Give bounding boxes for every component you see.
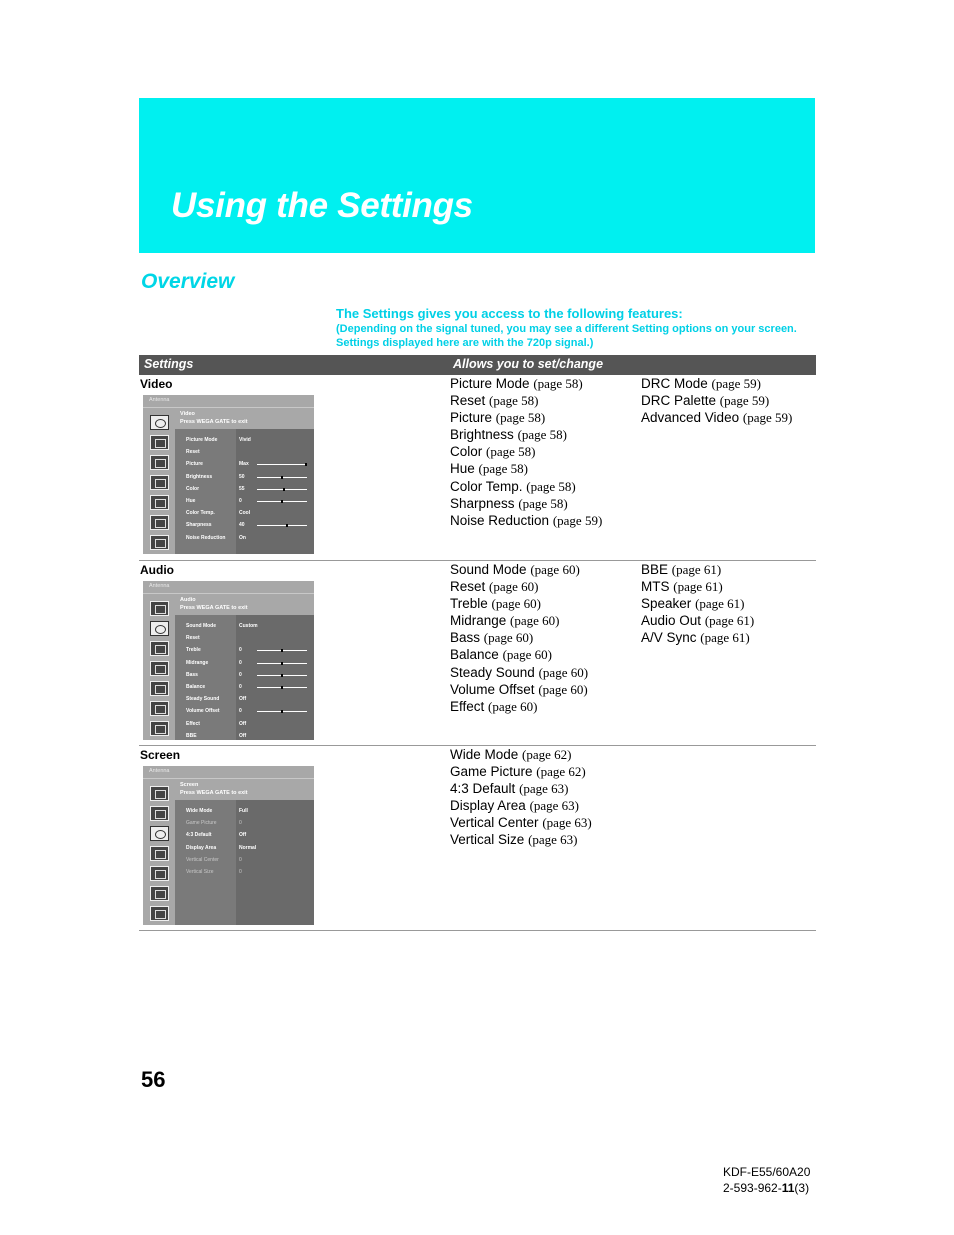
row-label: Video	[140, 377, 173, 391]
feature-name: Treble	[450, 596, 488, 612]
page-reference: (page 61)	[673, 579, 723, 595]
level-bar	[257, 711, 307, 712]
picture-icon	[150, 601, 169, 616]
menu-value: 0	[239, 498, 242, 504]
feature-name: Audio Out	[641, 613, 702, 629]
page-reference: (page 58)	[486, 444, 536, 460]
page-reference: (page 63)	[529, 798, 580, 814]
page-reference: (page 61)	[695, 596, 745, 612]
page-reference: (page 58)	[533, 376, 583, 391]
menu-value: Full	[239, 808, 248, 814]
page-reference: (page 61)	[704, 613, 755, 629]
feature-name: Bass	[450, 630, 481, 646]
menu-item: Midrange	[186, 659, 209, 666]
level-bar	[257, 675, 307, 676]
section-title: Overview	[141, 270, 235, 293]
feature-item	[450, 460, 602, 477]
parental-lock-icon	[150, 495, 169, 510]
page-reference: (page 60)	[483, 630, 534, 646]
row-divider	[139, 930, 816, 931]
antenna-label: Antenna	[149, 583, 170, 589]
channel-icon	[150, 661, 169, 676]
menu-value: 55	[239, 485, 245, 492]
feature-name: Effect	[450, 698, 485, 714]
menu-value: 0	[239, 659, 242, 666]
settings-column-header: Settings	[144, 357, 194, 371]
menu-value: Off	[239, 832, 247, 839]
menu-value: 0	[239, 671, 242, 678]
setup-icon	[150, 515, 169, 530]
antenna-label: Antenna	[149, 397, 170, 403]
feature-item	[641, 578, 754, 595]
page-title: Using the Settings	[171, 186, 473, 225]
menu-item: Steady Sound	[186, 696, 220, 703]
menu-icon-bar	[146, 595, 173, 740]
picture-icon	[150, 415, 169, 430]
feature-list-left	[450, 375, 602, 529]
audio-icon	[150, 435, 169, 450]
feature-name: A/V Sync	[641, 630, 697, 646]
page-reference: (page 58)	[489, 393, 539, 409]
divider	[143, 407, 314, 408]
menu-title	[180, 781, 248, 797]
page-reference: (page 60)	[538, 681, 588, 697]
screen-icon	[150, 641, 169, 656]
menu-value: Cool	[239, 510, 251, 517]
level-bar	[257, 501, 307, 502]
parental-lock-icon	[150, 681, 169, 696]
feature-item	[450, 831, 592, 848]
feature-item	[450, 478, 602, 495]
feature-name: Reset	[450, 579, 486, 595]
menu-name: Video	[180, 411, 195, 417]
feature-item	[641, 392, 792, 409]
feature-name: Steady Sound	[450, 664, 535, 680]
feature-name: Balance	[450, 647, 499, 663]
page-reference: (page 58)	[518, 495, 568, 511]
feature-name: Sound Mode	[450, 562, 527, 577]
channel-icon	[150, 475, 169, 490]
menu-value: Max	[239, 461, 249, 468]
level-bar	[257, 489, 307, 490]
feature-name: Midrange	[450, 613, 507, 629]
level-marker	[283, 488, 285, 491]
menu-item: Sharpness	[186, 522, 212, 529]
menu-value: 0	[239, 708, 242, 715]
feature-item	[450, 426, 602, 443]
menu-exit-hint: Press WEGA GATE to exit	[180, 419, 248, 425]
level-marker	[305, 463, 307, 466]
page-reference: (page 60)	[530, 562, 580, 577]
menu-item: Picture Mode	[186, 437, 218, 443]
value-column	[236, 800, 314, 925]
picture-icon	[150, 786, 169, 801]
menu-item: Hue	[186, 498, 196, 504]
feature-item	[450, 780, 592, 797]
menu-item: Picture	[186, 461, 203, 468]
feature-name: Game Picture	[450, 764, 533, 780]
page-reference: (page 63)	[519, 781, 569, 797]
screen-icon	[150, 826, 169, 841]
menu-value: 0	[239, 820, 242, 827]
feature-item	[641, 375, 792, 392]
page-reference: (page 63)	[528, 832, 578, 848]
menu-value: Off	[239, 720, 247, 727]
menu-value: 0	[239, 647, 242, 654]
feature-item	[450, 814, 592, 831]
page-reference: (page 61)	[671, 562, 722, 577]
feature-name: BBE	[641, 562, 669, 577]
feature-list-right	[641, 375, 792, 426]
menu-item: Bass	[186, 671, 198, 678]
menu-item: Brightness	[186, 473, 213, 480]
doc-icon	[150, 721, 169, 736]
feature-item	[450, 763, 592, 780]
page-reference: (page 58)	[517, 427, 568, 443]
menu-value: Off	[239, 696, 247, 703]
page-reference: (page 60)	[510, 613, 560, 629]
divider	[143, 778, 314, 779]
menu-item: 4:3 Default	[186, 832, 212, 839]
level-marker	[286, 524, 288, 527]
intro-note: (Depending on the signal tuned, you may see a different Setting options on your screen. Settings displayed here are with the 720p signal.)	[336, 323, 797, 349]
page-reference: (page 61)	[700, 630, 750, 646]
menu-title	[180, 410, 248, 426]
page-reference: (page 58)	[478, 461, 528, 477]
menu-item: Reset	[186, 449, 200, 456]
feature-name: Volume Offset	[450, 681, 535, 697]
setup-icon	[150, 886, 169, 901]
part-code: 2-593-962-11(3)	[723, 1181, 810, 1195]
channel-icon	[150, 846, 169, 861]
menu-screenshot	[143, 766, 314, 925]
feature-item	[450, 578, 588, 595]
page-reference: (page 60)	[489, 579, 539, 595]
feature-name: Picture	[450, 410, 493, 426]
page-reference: (page 58)	[495, 410, 546, 426]
menu-value: Vivid	[239, 437, 251, 443]
menu-item: Treble	[186, 647, 201, 654]
feature-name: Wide Mode	[450, 747, 519, 762]
title-banner	[139, 98, 815, 253]
feature-name: Reset	[450, 393, 486, 409]
feature-item	[450, 746, 592, 763]
feature-item	[641, 595, 754, 612]
row-label: Audio	[140, 563, 174, 577]
menu-item: Wide Mode	[186, 808, 213, 814]
page-number: 56	[141, 1067, 166, 1092]
feature-name: Hue	[450, 461, 475, 477]
level-marker	[281, 649, 283, 652]
level-bar	[257, 525, 307, 526]
feature-item	[641, 612, 754, 629]
menu-item: Display Area	[186, 844, 217, 851]
allows-column-header: Allows you to set/change	[453, 357, 604, 371]
menu-icon-bar	[146, 780, 173, 925]
feature-name: Vertical Center	[450, 815, 539, 831]
level-marker	[281, 710, 283, 713]
menu-name: Screen	[180, 782, 199, 788]
level-marker	[281, 686, 283, 689]
feature-item	[450, 797, 592, 814]
feature-item	[450, 698, 588, 715]
menu-exit-hint: Press WEGA GATE to exit	[180, 605, 248, 611]
setup-icon	[150, 701, 169, 716]
feature-item	[641, 409, 792, 426]
menu-item: Vertical Size	[186, 869, 214, 875]
feature-name: Color Temp.	[450, 478, 523, 494]
feature-item	[450, 612, 588, 629]
menu-item: Noise Reduction	[186, 534, 226, 541]
feature-item	[450, 409, 602, 426]
row-label: Screen	[140, 748, 181, 762]
feature-name: Picture Mode	[450, 376, 530, 391]
page-reference: (page 62)	[536, 764, 586, 780]
parental-lock-icon	[150, 866, 169, 881]
page-reference: (page 62)	[522, 747, 572, 762]
feature-name: Advanced Video	[641, 410, 740, 426]
menu-screenshot	[143, 581, 314, 740]
menu-icon-bar	[146, 409, 173, 554]
feature-name: Noise Reduction	[450, 512, 550, 528]
menu-item: Effect	[186, 720, 200, 727]
menu-value: 0	[239, 684, 242, 690]
feature-item	[450, 629, 588, 646]
page-reference: (page 59)	[719, 393, 770, 409]
feature-name: Color	[450, 444, 483, 460]
page-reference: (page 60)	[491, 596, 541, 612]
model-info	[723, 1164, 810, 1196]
menu-value: Off	[239, 732, 247, 739]
menu-screenshot	[143, 395, 314, 554]
feature-item	[450, 561, 588, 578]
level-marker	[281, 476, 283, 479]
menu-item: Sound Mode	[186, 623, 216, 629]
page-reference: (page 59)	[711, 376, 761, 391]
feature-name: DRC Palette	[641, 393, 717, 409]
level-bar	[257, 464, 307, 465]
feature-list-left	[450, 746, 592, 849]
menu-value: 0	[239, 856, 242, 863]
feature-item	[450, 646, 588, 663]
menu-title	[180, 596, 248, 612]
level-marker	[281, 674, 283, 677]
menu-value: Custom	[239, 623, 258, 629]
page-reference: (page 63)	[542, 815, 592, 831]
value-column	[236, 429, 314, 554]
feature-item	[450, 443, 602, 460]
doc-icon	[150, 535, 169, 550]
feature-name: 4:3 Default	[450, 781, 516, 797]
doc-icon	[150, 906, 169, 921]
feature-name: Vertical Size	[450, 832, 525, 848]
page-reference: (page 60)	[488, 698, 538, 714]
page-reference: (page 59)	[552, 512, 603, 528]
intro-block	[336, 306, 806, 350]
menu-item: Vertical Center	[186, 856, 219, 863]
divider	[143, 593, 314, 594]
feature-list-right	[641, 561, 754, 646]
menu-value: 40	[239, 522, 245, 529]
feature-name: MTS	[641, 579, 670, 595]
menu-item: Color Temp.	[186, 510, 215, 517]
screen-icon	[150, 455, 169, 470]
page-reference: (page 60)	[502, 647, 553, 663]
audio-icon	[150, 806, 169, 821]
level-marker	[281, 500, 283, 503]
feature-list-left	[450, 561, 588, 715]
feature-name: Brightness	[450, 427, 514, 443]
feature-name: Speaker	[641, 596, 692, 612]
menu-value: Normal	[239, 844, 257, 851]
feature-item	[641, 561, 754, 578]
menu-item: Game Picture	[186, 820, 217, 827]
level-bar	[257, 650, 307, 651]
level-marker	[281, 662, 283, 665]
value-column	[236, 615, 314, 740]
feature-name: Sharpness	[450, 495, 515, 511]
feature-item	[450, 664, 588, 681]
antenna-label: Antenna	[149, 768, 170, 774]
intro-heading: The Settings gives you access to the following features:	[336, 306, 683, 321]
menu-value: 50	[239, 473, 245, 480]
feature-name: Display Area	[450, 798, 526, 814]
level-bar	[257, 663, 307, 664]
model-number: KDF-E55/60A20	[723, 1165, 811, 1179]
feature-item	[641, 629, 754, 646]
menu-item: Reset	[186, 635, 200, 642]
feature-item	[450, 512, 602, 529]
page-reference: (page 60)	[538, 664, 589, 680]
menu-value: On	[239, 534, 246, 541]
feature-item	[450, 375, 602, 392]
menu-item: Balance	[186, 684, 206, 690]
menu-item: Color	[186, 485, 200, 492]
feature-item	[450, 495, 602, 512]
level-bar	[257, 687, 307, 688]
menu-exit-hint: Press WEGA GATE to exit	[180, 790, 248, 796]
table-header	[139, 355, 816, 375]
page-reference: (page 58)	[526, 478, 576, 494]
menu-value: 0	[239, 869, 242, 875]
audio-icon	[150, 621, 169, 636]
menu-item: Volume Offset	[186, 708, 220, 715]
feature-item	[450, 392, 602, 409]
menu-item: BBE	[186, 732, 197, 739]
page-reference: (page 59)	[742, 410, 793, 426]
menu-name: Audio	[180, 597, 196, 603]
feature-item	[450, 681, 588, 698]
level-bar	[257, 477, 307, 478]
feature-item	[450, 595, 588, 612]
feature-name: DRC Mode	[641, 376, 708, 391]
